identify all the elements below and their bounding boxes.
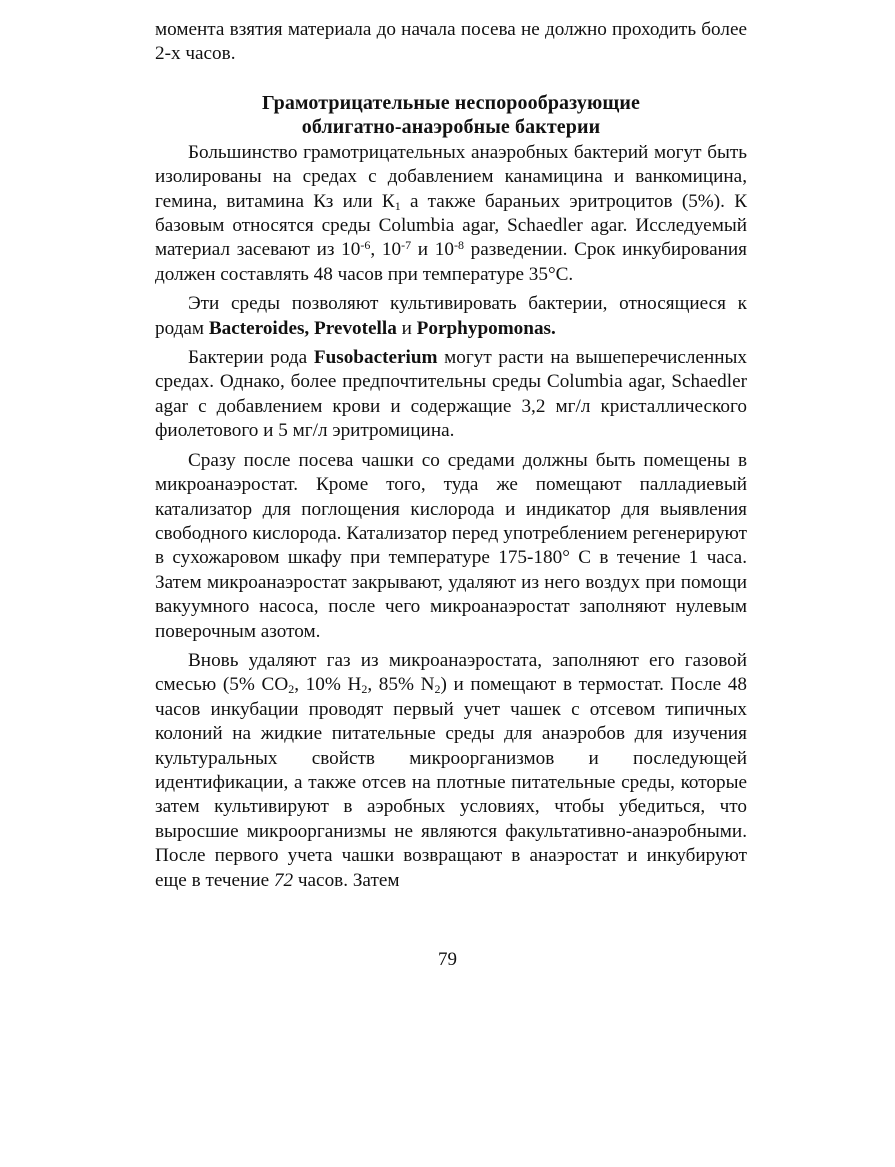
- subscript: 2: [361, 682, 368, 697]
- paragraph-gas-mixture: [155, 649, 747, 893]
- superscript: -8: [453, 238, 464, 253]
- text-span: Эти среды позволяют культивировать бактерии, относящиеся к родам: [155, 293, 747, 339]
- text-span: ) и помещают в термостат. После 48 часов инкубации проводят первый учет чашек с отсевом типичных колоний на жидкие питательные среды для анаэробов для изучения культуральных свойств микроорганизмов и последующей идентификации, а также отсев на плотные питательные среды, которые затем культивируют в аэробных условиях, чтобы убедиться, что выросшие микроорганизмы не являются факультативно-анаэробными. После первого учета чашки возвращают в анаэростат и инкубируют еще в течение: [155, 674, 747, 891]
- subscript: 1: [394, 198, 401, 213]
- paragraph-fusobacterium: [155, 346, 747, 444]
- text-span: , 10% Н: [294, 674, 362, 696]
- text-span: могут расти на вышеперечисленных средах. Однако, более предпочтительны среды Columbia agar, Schaedler agar с добавлением крови и содержащие 3,2 мг/л кристаллического фиолетового и 5 мг/л эритромицина.: [155, 347, 747, 442]
- text-span: Большинство грамотрицательных анаэробных бактерий могут быть изолированы на средах с добавлением канамицина и ванкомицина, гемина, витамина Кз или К: [155, 141, 747, 212]
- genus-prevotella: Prevotella: [314, 317, 397, 339]
- text-span: разведении. Срок инкубирования должен составлять 48 часов при температуре 35°С.: [155, 239, 747, 285]
- text-span: и: [396, 317, 417, 339]
- page-number: 79: [438, 949, 457, 970]
- continuation-paragraph: момента взятия материала до начала посева не должно проходить более 2-х часов.: [155, 19, 747, 65]
- superscript: -6: [360, 238, 371, 253]
- text-span: часов. Затем: [293, 869, 400, 891]
- heading-line-1: Грамотрицательные неспорообразующие: [262, 91, 640, 114]
- section-heading: [155, 91, 747, 139]
- genus-porphypomonas: Porphypomonas.: [416, 317, 556, 339]
- text-span: , 10: [370, 239, 402, 261]
- text-span: Бактерии рода: [188, 347, 314, 369]
- paragraph-microanaerostat: Сразу после посева чашки со средами должны быть помещены в микроанаэростат. Кроме того, туда же помещают палладиевый катализатор для поглощения кислорода и индикатор для выявления свободного кислорода. Катализатор перед употреблением регенерируют в сухожаровом шкафу при температуре 175-180° С в течение 1 часа. Затем микроанаэростат закрывают, удаляют из него воздух при помощи вакуумного насоса, после чего микроанаэростат заполняют нулевым поверочным азотом.: [155, 449, 747, 642]
- genus-fusobacterium: Fusobacterium: [313, 347, 438, 369]
- paragraph-genera: [155, 292, 747, 341]
- text-span: а также бараньих эритроцитов (5%). К базовым относятся среды Columbia agar, Schaedler agar. Исследуемый материал засевают из 10: [155, 190, 747, 261]
- body-text: [155, 18, 747, 893]
- subscript: 2: [434, 682, 441, 697]
- italic-number: 72: [273, 869, 294, 891]
- heading-line-2: облигатно-анаэробные бактерии: [301, 115, 601, 138]
- paragraph-media: [155, 141, 747, 287]
- text-span: Вновь удаляют газ из микроанаэростата, заполняют его газовой смесью (5% СО: [155, 649, 747, 696]
- subscript: 2: [288, 682, 295, 697]
- genus-bacteroides: Bacteroides,: [208, 317, 310, 339]
- text-span: , 85% N: [367, 674, 435, 696]
- text-span: и 10: [411, 239, 454, 261]
- superscript: -7: [401, 238, 412, 253]
